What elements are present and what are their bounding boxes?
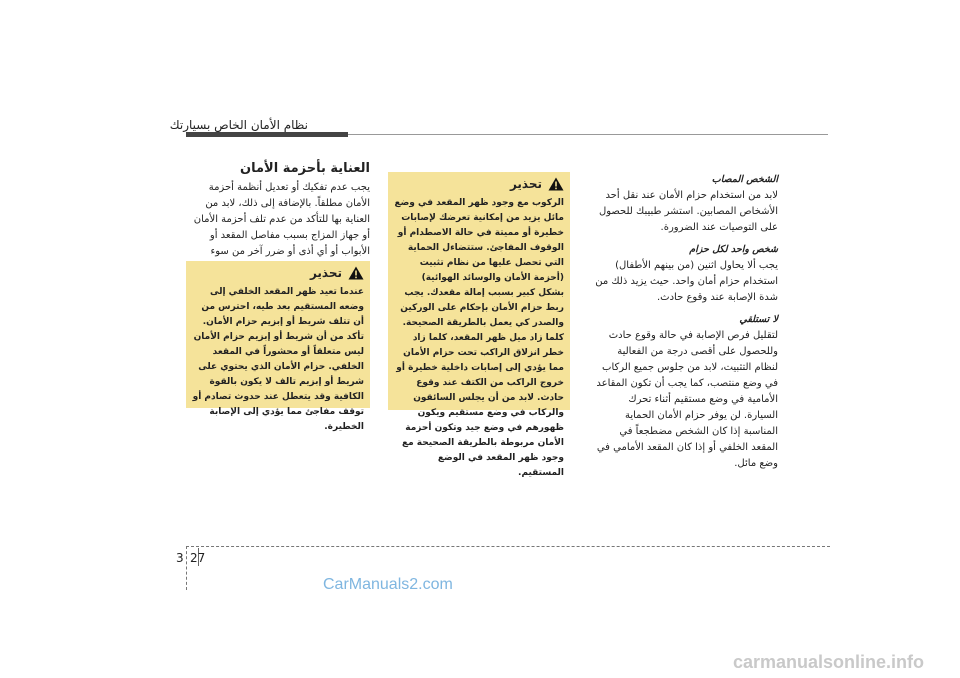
section-heading-dont-recline: لا تستلقي bbox=[739, 314, 778, 325]
section-heading-one-per-belt: شخص واحد لكل حزام bbox=[689, 244, 778, 255]
page-number: 27 bbox=[190, 551, 206, 565]
footer-divider bbox=[186, 546, 830, 547]
warning-box-belt-damage bbox=[186, 261, 370, 432]
chapter-number: 3 bbox=[176, 551, 184, 565]
footer-vertical-divider bbox=[186, 546, 187, 590]
warning-heading-label: تحذير bbox=[309, 266, 342, 280]
section-text-one-per-belt: يجب ألا يحاول اثنين (من بينهم الأطفال) استخدام حزام أمان واحد. حيث يزيد ذلك من شدة الإصابة عند وقوع حادث. bbox=[595, 260, 778, 303]
warning-triangle-icon bbox=[348, 266, 364, 280]
page-header-title: نظام الأمان الخاص بسيارتك bbox=[169, 118, 308, 132]
section-heading-injured: الشخص المصاب bbox=[711, 174, 778, 185]
watermark-carmanuals2: CarManuals2.com bbox=[323, 576, 453, 593]
warning-box-reclined-seat bbox=[388, 172, 570, 478]
section-text-belt-care: يجب عدم تفكيك أو تعديل أنظمة أحزمة الأمان مطلقاً. بالإضافة إلى ذلك، لابد من العناية بها للتأكد من عدم تلف أحزمة الأمان أو جهاز المزاج بسبب مفاصل المقعد أو الأبواب أو أي أذى أو ضرر آخر من سوء bbox=[193, 182, 370, 257]
warning-heading-label: تحذير bbox=[509, 177, 542, 191]
warning-heading bbox=[394, 176, 564, 192]
right-column bbox=[593, 172, 778, 474]
header-divider bbox=[348, 134, 828, 135]
header-bar bbox=[186, 132, 348, 137]
warning-heading bbox=[192, 265, 364, 281]
warning-text: عندما تعيد ظهر المقعد الخلفي إلى وضعه المستقيم بعد طيه، احترس من أن تتلف شريط أو إبزيم حزام الأمان. تأكد من أن شريط أو إبزيم حزام الأمان ليس متعلقاً أو محشوراً في المقعد الخلفي. حزام الأمان الذي يحتوي على شريط أو إبزيم تالف لا يكون بالقوة الكافية وقد يتعطل عند حدوث تصادم أو توقف مفاجئ مما يؤدي إلى الإصابة الخطيرة. bbox=[192, 287, 364, 432]
section-title-belt-care: العناية بأحزمة الأمان bbox=[240, 161, 370, 176]
warning-triangle-icon bbox=[548, 177, 564, 191]
warning-text: الركوب مع وجود ظهر المقعد في وضع مائل يزيد من إمكانية تعرضك لإصابات خطيرة أو مميتة في حالة الاصطدام أو الوقوف المفاجئ. ستتضاءل الحماية التي تحصل عليها من نظام تثبيت (أحزمة الأمان والوسائد الهوائية) بشكل كبير بسبب إمالة مقعدك. يجب ربط حزام الأمان بإحكام على الوركين والصدر كي يعمل بالطريقة الصحيحة. كلما زاد ميل ظهر المقعد، كلما زاد خطر انزلاق الراكب تحت حزام الأمان مما يؤدي إلى إصابات داخلية خطيرة أو خروج الراكب من الكتف عند وقوع حادث. لابد من أن يجلس السائقون والركاب في وضع مستقيم ويكون ظهورهم في وضع جيد وتكون أحزمة الأمان مربوطة بالطريقة الصحيحة مع وجود ظهر المقعد في الوضع المستقيم. bbox=[394, 198, 564, 478]
watermark-carmanualsonline: carmanualsonline.info bbox=[733, 652, 925, 672]
section-text-dont-recline: لتقليل فرص الإصابة في حالة وقوع حادث وللحصول على أقصى درجة من الفعالية لنظام التثبيت، لابد من جلوس جميع الركاب في وضع منتصب، كما يجب أن تكون المقاعد الأمامية في وضع مستقيم أثناء تحرك السيارة. لن يوفر حزام الأمان الحماية المناسبة إذا كان الشخص مضطجعاً في المقعد الخلفي أو إذا كان المقعد الأمامي في وضع مائل. bbox=[596, 330, 778, 469]
section-text-injured: لابد من استخدام حزام الأمان عند نقل أحد الأشخاص المصابين. استشر طبيبك للحصول على التوصيات عند الضرورة. bbox=[598, 190, 778, 233]
